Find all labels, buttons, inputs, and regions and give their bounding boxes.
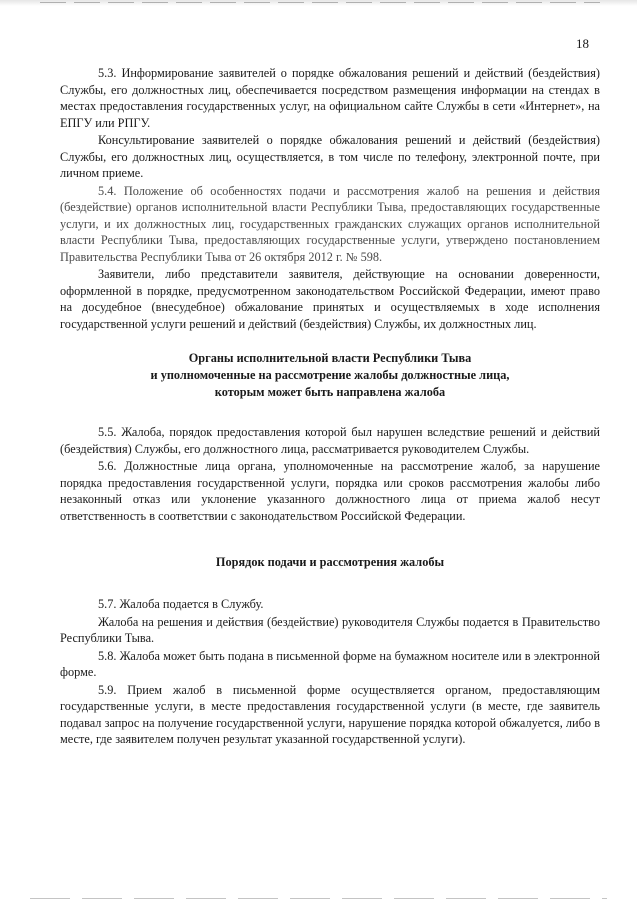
heading-authorities-line-2: и уполномоченные на рассмотрение жалобы должностные лица,	[150, 368, 510, 382]
document-body	[60, 65, 600, 749]
scan-edge-bottom	[30, 898, 607, 899]
paragraph-5-3: 5.3. Информирование заявителей о порядке обжалования решений и действий (бездействия) Службы, его должностных лиц, обеспечивается посредством размещения информации на стендах в местах предоставления государственных услуг, на официальном сайте Службы в сети «Интернет», на ЕПГУ или РПГУ.	[60, 66, 600, 130]
paragraph-5-4: 5.4. Положение об особенностях подачи и рассмотрения жалоб на решения и действия (бездействие) органов исполнительной власти Республики Тыва, предоставляющих государственные услуги, и их должностных лиц, государственных гражданских служащих органов исполнительной власти Республики Тыва, предоставляющих государственные услуги, утверждено постановлением Правительства Республики Тыва от 26 октября 2012 г. № 598.	[60, 183, 600, 264]
paragraph-applicants-rights: Заявители, либо представители заявителя, действующие на основании доверенности, оформленной в порядке, предусмотренном законодательством Российской Федерации, имеют право на досудебное (внесудебное) обжалование принятых и осуществляемых в ходе исполнения государственной услуги решений и действий (бездействия) Службы, их должностных лиц.	[60, 267, 600, 331]
paragraph-5-7: 5.7. Жалоба подается в Службу.	[98, 597, 264, 611]
heading-complaint-procedure-text: Порядок подачи и рассмотрения жалобы	[215, 555, 445, 569]
heading-authorities-line-1: Органы исполнительной власти Республики Тыва	[188, 351, 472, 365]
page-number: 18	[576, 36, 589, 51]
paragraph-5-5: 5.5. Жалоба, порядок предоставления которой был нарушен вследствие решений и действий (бездействия) Службы, его должностного лица, рассматривается руководителем Службы.	[60, 425, 600, 456]
section-5-7-5-9	[60, 596, 600, 748]
paragraph-head-complaint: Жалоба на решения и действия (бездействие) руководителя Службы подается в Правительство Республики Тыва.	[60, 614, 600, 645]
scan-edge-top	[0, 0, 637, 6]
paragraph-5-9: 5.9. Прием жалоб в письменной форме осуществляется органом, предоставляющим государственные услуги, в месте предоставления государственной услуги (в месте, где заявитель подавал запрос на получение государственной услуги, нарушение порядка которой обжалуется, либо в месте, где заявителем получен результат указанной государственной услуги).	[60, 682, 600, 746]
heading-authorities	[60, 350, 600, 401]
paragraph-5-8: 5.8. Жалоба может быть подана в письменной форме на бумажном носителе или в электронной форме.	[60, 648, 600, 679]
paragraph-5-6: 5.6. Должностные лица органа, уполномоченные на рассмотрение жалоб, за нарушение порядка предоставления государственной услуги, порядка или сроков рассмотрения жалобы либо незаконный отказ или уклонение указанного должностного лица от приема жалоб несут ответственность в соответствии с законодательством Российской Федерации.	[60, 459, 600, 523]
section-5-3-5-4	[60, 65, 600, 332]
section-5-5-5-6	[60, 424, 600, 524]
paragraph-consulting: Консультирование заявителей о порядке обжалования решений и действий (бездействия) Службы, его должностных лиц, осуществляется, в том числе по телефону, электронной почте, при личном приеме.	[60, 133, 600, 180]
heading-authorities-line-3: которым может быть направлена жалоба	[214, 385, 446, 399]
heading-complaint-procedure	[60, 554, 600, 571]
